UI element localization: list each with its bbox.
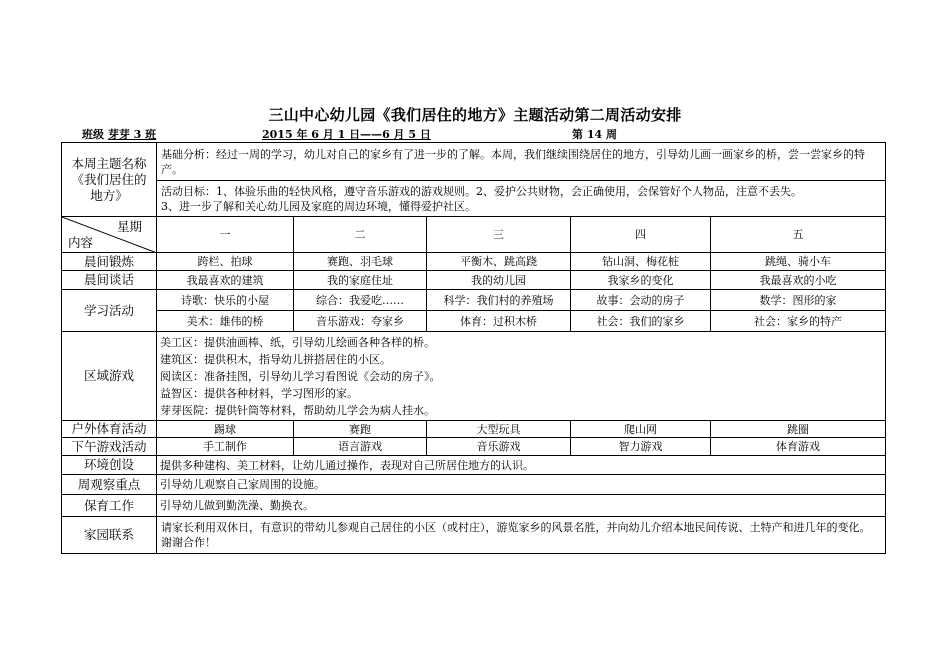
class-value: 芽芽 3 班 <box>107 128 157 141</box>
table-cell: 跳圈 <box>711 421 886 438</box>
theme-analysis: 基础分析：经过一周的学习，幼儿对自己的家乡有了进一步的了解。本周，我们继续围绕居住的地方，引导幼儿画一画家乡的桥，尝一尝家乡的特产。 <box>157 143 886 181</box>
table-row <box>62 456 886 475</box>
table-cell: 爬山网 <box>571 421 711 438</box>
area-game-line: 美工区：提供油画棒、纸，引导幼儿绘画各种各样的桥。 <box>160 335 435 349</box>
table-cell: 社会：我们的家乡 <box>571 311 711 332</box>
table-cell: 赛跑、羽毛球 <box>294 253 427 271</box>
table-row <box>62 517 886 554</box>
environment-text: 提供多种建构、美工材料，让幼儿通过操作，表现对自己所居住地方的认识。 <box>157 456 886 475</box>
table-cell: 大型玩具 <box>427 421 571 438</box>
observation-text: 引导幼儿观察自己家周围的设施。 <box>157 475 886 495</box>
goals-line-2: 3、进一步了解和关心幼儿园及家庭的周边环境，懂得爱护社区。 <box>161 199 476 213</box>
table-cell: 故事：会动的房子 <box>571 290 711 311</box>
row-label: 晨间锻炼 <box>62 253 157 271</box>
table-row <box>62 290 886 311</box>
table-cell: 数学：图形的家 <box>711 290 886 311</box>
row-label: 晨间谈话 <box>62 271 157 290</box>
schedule-table <box>61 142 886 554</box>
theme-goals-row <box>62 181 886 217</box>
row-label: 保育工作 <box>62 495 157 517</box>
table-cell: 我的家庭住址 <box>294 271 427 290</box>
row-label: 学习活动 <box>62 290 157 332</box>
table-cell: 跳绳、骑小车 <box>711 253 886 271</box>
row-label: 区域游戏 <box>62 332 157 421</box>
row-label: 家园联系 <box>62 517 157 554</box>
table-row <box>62 438 886 456</box>
table-cell: 音乐游戏：夸家乡 <box>294 311 427 332</box>
area-game-line: 芽芽医院：提供针筒等材料，帮助幼儿学会为病人挂水。 <box>160 403 435 417</box>
table-row <box>62 253 886 271</box>
care-text: 引导幼儿做到勤洗澡、勤换衣。 <box>157 495 886 517</box>
table-cell: 我最喜欢的建筑 <box>157 271 294 290</box>
table-cell: 社会：家乡的特产 <box>711 311 886 332</box>
day-header: 一 <box>157 217 294 253</box>
weekday-label: 星期 <box>116 219 142 234</box>
area-game-line: 建筑区：提供积木，指导幼儿拼搭居住的小区。 <box>160 352 391 366</box>
table-cell: 我家乡的变化 <box>571 271 711 290</box>
day-header: 三 <box>427 217 571 253</box>
table-cell: 我的幼儿园 <box>427 271 571 290</box>
table-cell: 智力游戏 <box>571 438 711 456</box>
row-label: 周观察重点 <box>62 475 157 495</box>
table-row <box>62 271 886 290</box>
table-row <box>62 495 886 517</box>
row-label: 下午游戏活动 <box>62 438 157 456</box>
table-row <box>62 475 886 495</box>
class-info <box>82 126 184 142</box>
table-cell: 踢球 <box>157 421 294 438</box>
table-cell: 语言游戏 <box>294 438 427 456</box>
table-cell: 我最喜欢的小吃 <box>711 271 886 290</box>
goals-line-1: 活动目标：1、体验乐曲的轻快风格，遵守音乐游戏的游戏规则。2、爱护公共财物，会正确使用，会保管好个人物品，注意不丢失。 <box>161 184 802 198</box>
day-header: 二 <box>294 217 427 253</box>
table-row <box>62 421 886 438</box>
week-number: 第 14 周 <box>572 128 617 141</box>
table-cell: 科学：我们村的养殖场 <box>427 290 571 311</box>
row-label: 环境创设 <box>62 456 157 475</box>
date-range: 2015 年 6 月 1 日——6 月 5 日 <box>262 128 431 141</box>
table-cell: 跨栏、拍球 <box>157 253 294 271</box>
class-label: 班级 <box>82 128 104 141</box>
table-cell: 体育游戏 <box>711 438 886 456</box>
day-header: 五 <box>711 217 886 253</box>
area-game-line: 阅读区：准备挂图，引导幼儿学习看图说《会动的房子》。 <box>160 369 441 383</box>
content-label: 内容 <box>68 235 94 250</box>
page-title: 三山中心幼儿园《我们居住的地方》主题活动第二周活动安排 <box>268 106 682 124</box>
family-text: 请家长利用双休日，有意识的带幼儿参观自己居住的小区（或村庄），游览家乡的风景名胜，并向幼儿介绍本地民间传说、土特产和进几年的变化。谢谢合作！ <box>157 517 886 554</box>
area-game-line: 益智区：提供各种材料，学习图形的家。 <box>160 386 358 400</box>
table-cell: 平衡木、跳高跷 <box>427 253 571 271</box>
theme-goals <box>157 181 886 217</box>
area-games-content <box>157 332 886 421</box>
day-header: 四 <box>571 217 711 253</box>
theme-label: 本周主题名称《我们居住的地方》 <box>62 143 157 217</box>
row-label: 户外体育活动 <box>62 421 157 438</box>
table-cell: 体育：过积木桥 <box>427 311 571 332</box>
table-cell: 音乐游戏 <box>427 438 571 456</box>
theme-analysis-row <box>62 143 886 181</box>
table-cell: 综合：我爱吃…… <box>294 290 427 311</box>
table-cell: 诗歌：快乐的小屋 <box>157 290 294 311</box>
table-row <box>62 332 886 421</box>
table-row <box>62 311 886 332</box>
diagonal-header-cell <box>62 217 157 253</box>
table-cell: 赛跑 <box>294 421 427 438</box>
table-cell: 美术：雄伟的桥 <box>157 311 294 332</box>
table-cell: 手工制作 <box>157 438 294 456</box>
table-cell: 钻山洞、梅花桩 <box>571 253 711 271</box>
weekday-header-row <box>62 217 886 253</box>
